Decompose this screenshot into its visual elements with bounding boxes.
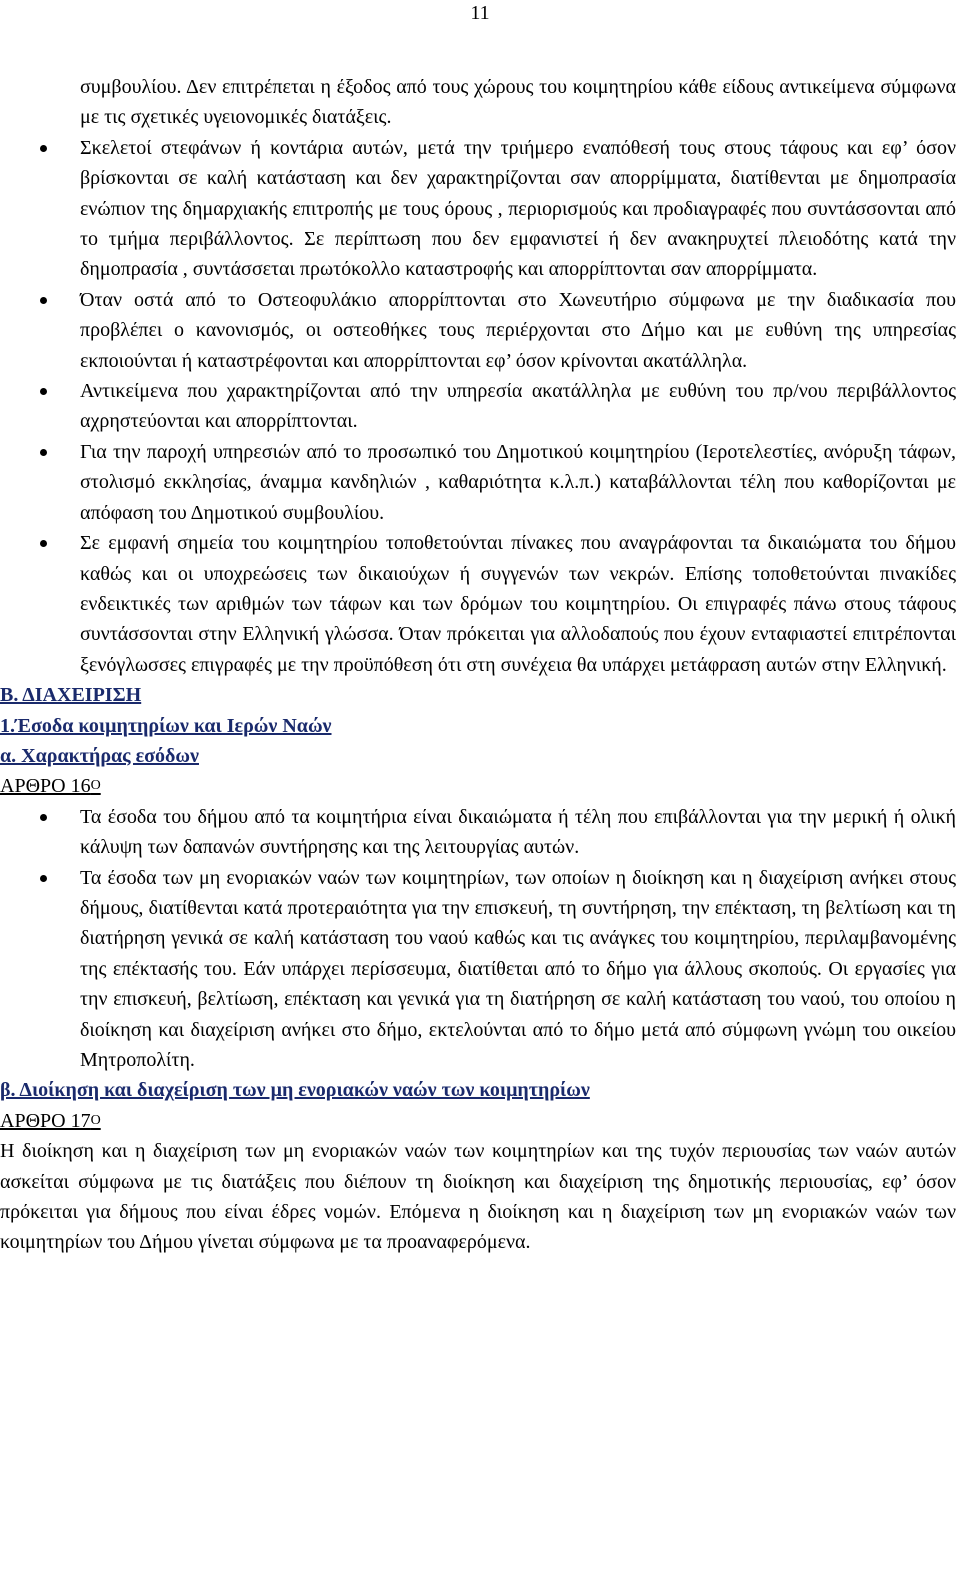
list-item-text: Για την παροχή υπηρεσιών από το προσωπικό του Δημοτικού κοιμητηρίου (Ιεροτελεστίες, ανόρυξη τάφων, στολισμό εκκλησίας, άναμμα κανδηλιών , καθαριότητα κ.λ.π.) καταβάλλονται τέλη που καθορίζονται με απόφαση του Δημοτικού συμβουλίου. xyxy=(80,440,956,524)
bullet-icon xyxy=(40,388,47,395)
bullet-list-revenue xyxy=(0,802,956,1076)
subsection-heading-1: 1.Έσοδα κοιμητηρίων και Ιερών Ναών xyxy=(0,714,332,737)
bullet-icon xyxy=(40,449,47,456)
article-16-heading xyxy=(0,771,956,801)
list-item-text: Σε εμφανή σημεία του κοιμητηρίου τοποθετούνται πίνακες που αναγράφονται τα δικαιώματα του δήμου καθώς και οι υποχρεώσεις των δικαιούχων ή συγγενών των νεκρών. Επίσης τοποθετούνται πινακίδες ενδεικτικές των αριθμών των τάφων και των δρόμων του κοιμητηρίου. Οι επιγραφές πάνω στους τάφους συντάσσονται στην Ελληνική γλώσσα. Όταν πρόκειται για αλλοδαπούς που έχουν ενταφιαστεί επιτρέπονται ξενόγλωσσες επιγραφές με την προϋπόθεση ότι στη συνέχεια θα υπάρχει μετάφραση αυτών στην Ελληνική. xyxy=(80,532,956,676)
subsection-heading-a: α. Χαρακτήρας εσόδων xyxy=(0,744,199,767)
document-body xyxy=(0,72,956,1258)
page-number: 11 xyxy=(470,2,490,24)
continuation-paragraph: συμβουλίου. Δεν επιτρέπεται η έξοδος από τους χώρους του κοιμητηρίου κάθε είδους αντικείμενα σύμφωνα με τις σχετικές υγειονομικές διατάξεις. xyxy=(80,76,956,129)
article-17-heading xyxy=(0,1106,956,1136)
bullet-icon xyxy=(40,875,47,882)
bullet-icon xyxy=(40,814,47,821)
article-16-label: ΑΡΘΡΟ 16 xyxy=(0,775,91,798)
list-item-text: Τα έσοδα των μη ενοριακών ναών των κοιμητηρίων, των οποίων η διοίκηση και η διαχείριση ανήκει στους δήμους, διατίθενται κατά προτεραιότητα για την επισκευή, τη συντήρηση, την επέκταση, τη βελτίωση και τη διατήρηση γενικά σε καλή κατάσταση του ναού καθώς και τις ανάγκες του κοιμητηρίου, περιλαμβανομένης της επέκτασής του. Εάν υπάρχει περίσσευμα, διατίθεται από το δήμο για άλλους σκοπούς. Οι εργασίες για την επισκευή, βελτίωση, επέκταση και γενικά για τη διατήρηση σε καλή κατάσταση του ναού, του οποίου η διοίκηση και διαχείριση ανήκει στο δήμο, εκτελούνται από το δήμο μετά από σύμφωνη γνώμη του οικείου Μητροπολίτη. xyxy=(80,866,956,1071)
list-item xyxy=(80,802,956,863)
subsection-heading-beta: β. Διοίκηση και διαχείριση των μη ενοριακών ναών των κοιμητηρίων xyxy=(0,1079,590,1102)
bullet-list-regulations xyxy=(0,133,956,680)
list-item-text: Αντικείμενα που χαρακτηρίζονται από την υπηρεσία ακατάλληλα με ευθύνη του πρ/νου περιβάλλοντος αχρηστεύονται και απορρίπτονται. xyxy=(80,380,956,433)
list-item xyxy=(80,863,956,1076)
article-16-superscript: Ο xyxy=(90,778,101,794)
list-item-text: Όταν οστά από το Οστεοφυλάκιο απορρίπτονται στο Χωνευτήριο σύμφωνα με την διαδικασία που προβλέπει ο κανονισμός, οι οστεοθήκες τους περιέρχονται στο Δήμο και με ευθύνη της υπηρεσίας εκποιούνται ή καταστρέφονται και απορρίπτονται εφ’ όσον κρίνονται ακατάλληλα. xyxy=(80,288,956,372)
list-item-text: Τα έσοδα του δήμου από τα κοιμητήρια είναι δικαιώματα ή τέλη που επιβάλλονται για την μερική ή ολική κάλυψη των δαπανών συντήρησης και της λειτουργίας αυτών. xyxy=(80,805,956,859)
bullet-icon xyxy=(40,540,47,547)
article-17-label: ΑΡΘΡΟ 17 xyxy=(0,1109,91,1132)
section-heading-b: Β. ΔΙΑΧΕΙΡΙΣΗ xyxy=(0,684,142,707)
article-17-superscript: Ο xyxy=(90,1112,101,1128)
list-item-text: Σκελετοί στεφάνων ή κοντάρια αυτών, μετά την τριήμερο εναπόθεσή τους στους τάφους και εφ’ όσον βρίσκονται σε καλή κατάσταση και δεν χαρακτηρίζονται σαν απορρίμματα, διατίθενται με δημοπρασία ενώπιον της δημαρχιακής επιτροπής με τους όρους , περιορισμούς και προδιαγραφές που συντάσσονται από το τμήμα περιβάλλοντος. Σε περίπτωση που δεν εμφανιστεί ή δεν ανακηρυχτεί πλειοδότης κατά την δημοπρασία , συντάσσεται πρωτόκολλο καταστροφής και απορρίπτονται σαν απορρίμματα. xyxy=(80,136,956,281)
bullet-icon xyxy=(40,297,47,304)
list-item xyxy=(80,133,956,285)
list-item xyxy=(80,437,956,528)
bullet-icon xyxy=(40,145,47,152)
list-item xyxy=(80,528,956,680)
list-item xyxy=(80,376,956,437)
list-item xyxy=(80,285,956,376)
final-paragraph: Η διοίκηση και η διαχείριση των μη ενοριακών ναών των κοιμητηρίων και της τυχόν περιουσίας των ναών αυτών ασκείται σύμφωνα με τις διατάξεις που διέπουν τη διοίκηση και διαχείριση της δημοτικής περιουσίας, εφ’ όσον πρόκειται για δήμους που είναι έδρες νομών. Επόμενα η διοίκηση και η διαχείριση των μη ενοριακών ναών των κοιμητηρίων του Δήμου γίνεται σύμφωνα με τα προαναφερόμενα. xyxy=(0,1140,956,1254)
